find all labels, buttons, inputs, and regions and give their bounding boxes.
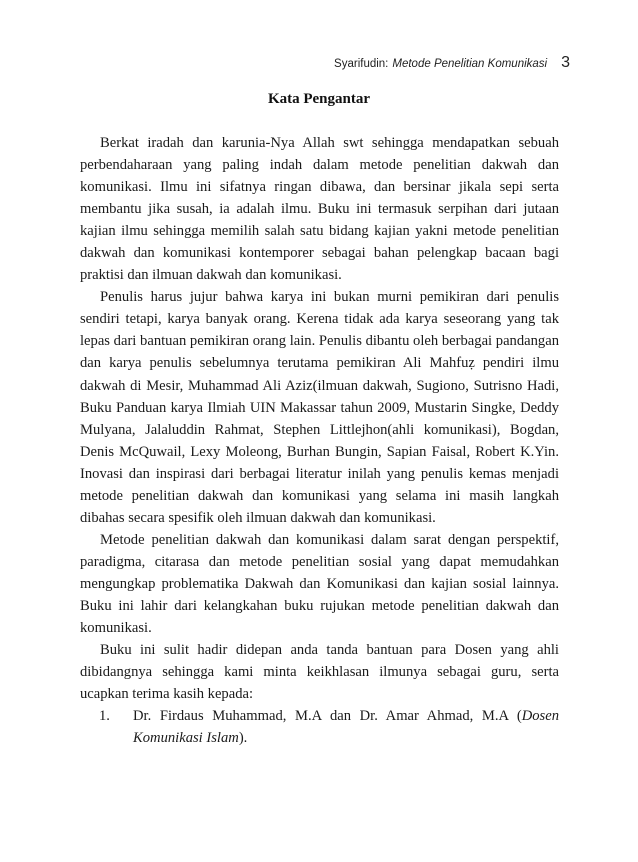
list-item-number: 1.: [99, 708, 110, 725]
list-item-text: [133, 705, 559, 749]
list-item-suffix: ).: [238, 730, 248, 747]
list-item-main: Dr. Firdaus Muhammad, M.A dan Dr. Amar Ahmad, M.A (: [133, 708, 522, 725]
paragraph-1: Berkat iradah dan karunia-Nya Allah swt sehingga mendapatkan sebuah perbendaharaan yang paling indah dalam metode penelitian dakwah dan komunikasi. Ilmu ini sifatnya ringan dibawa, dan bersinar jikala sepi serta membantu jika susah, ia adalah ilmu. Buku ini termasuk serpihan dari jutaan kajian ilmu sehingga memilih salah satu bidang kajian yakni metode penelitian dakwah dan komunikasi kontemporer sebagai bahan pelengkap bacaan bagi praktisi dan ilmuan dakwah dan komunikasi.: [80, 135, 559, 284]
list-item: [80, 705, 559, 749]
paragraph-3: Metode penelitian dakwah dan komunikasi dalam sarat dengan perspektif, paradigma, citarasa dan metode penelitian sosial yang dapat memudahkan mengungkap problematika Dakwah dan Komunikasi dan kajian sosial lainnya. Buku ini lahir dari kelangkahan buku rujukan metode penelitian dakwah dan komunikasi.: [80, 531, 559, 637]
body-text: [80, 132, 559, 749]
running-header: [334, 54, 570, 72]
paragraph-4: Buku ini sulit hadir didepan anda tanda bantuan para Dosen yang ahli dibidangnya sehingga kami minta keikhlasan ilmunya sebagai guru, serta ucapkan terima kasih kepada:: [80, 642, 559, 703]
header-book-title: Metode Penelitian Komunikasi: [392, 58, 548, 70]
chapter-title: Kata Pengantar: [267, 91, 371, 107]
page-number: 3: [561, 54, 570, 71]
paragraph-2: Penulis harus jujur bahwa karya ini bukan murni pemikiran dari penulis sendiri tetapi, karya banyak orang. Kerena tidak ada karya seseorang yang tak lepas dari bantuan pemikiran orang lain. Penulis dibantu oleh berbagai pandangan dan karya penulis sebelumnya terutama pemikiran Ali Mahfuẓ pendiri ilmu dakwah di Mesir, Muhammad Ali Aziz(ilmuan dakwah, Sugiono, Sutrisno Hadi, Buku Panduan karya Ilmiah UIN Makassar tahun 2009, Mustarin Singke, Deddy Mulyana, Jalaluddin Rahmat, Stephen Littlejhon(ahli komunikasi), Bogdan, Denis McQuwail, Lexy Moleong, Burhan Bungin, Sapian Faisal, Robert K.Yin. Inovasi dan inspirasi dari berbagai literatur inilah yang penulis kemas menjadi metode penelitian dakwah dan komunikasi yang selama ini masih langkah dibahas secara spesifik oleh ilmuan dakwah dan komunikasi.: [80, 289, 559, 526]
acknowledgement-list: [80, 705, 559, 749]
list-item-italic: Dosen Komunikasi Islam: [133, 708, 559, 747]
header-author: Syarifudin:: [334, 58, 389, 70]
